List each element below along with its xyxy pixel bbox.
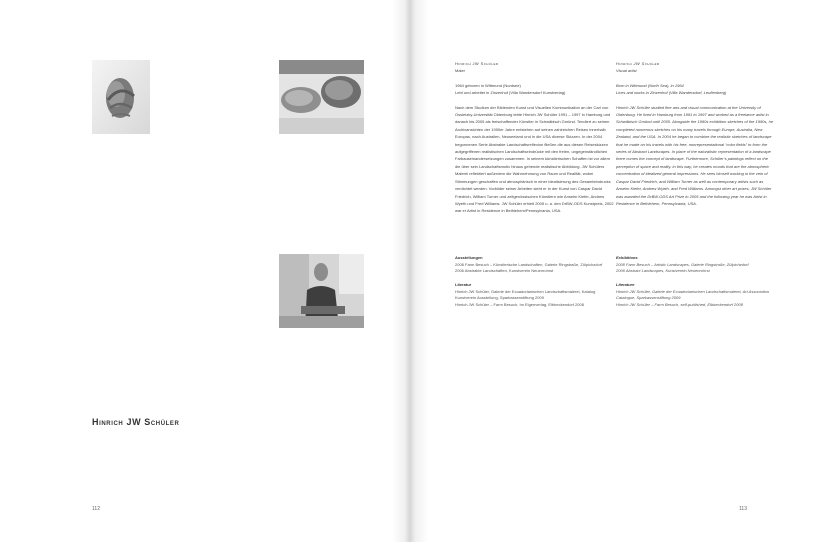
german-text-column: [455, 60, 615, 222]
exhibitions-heading-en: Exhibitions: [616, 255, 638, 260]
literature-item-en: Hinrich JW Schüler, Galerie der Ecuadorianischen Landschaftsmalerei, Art Association Catalogue, Sparkassenstiftung 2009: [616, 289, 770, 301]
artist-role-de: Maler: [455, 68, 466, 74]
lives-en: Lives and works in Zinzenhof (Villa Wandersdorf, Leuftenberg): [616, 90, 727, 96]
exhibitions-heading-de: Ausstellungen: [455, 255, 483, 260]
exhibitions-en: [616, 255, 776, 275]
photo-stones: [279, 60, 364, 134]
bio-en: Hinrich JW Schüler studied fine arts and visual communication at the University of Oldenburg. He lived in Hamburg from 1991 to 1997 and worked as a freelance artist in Schwäbisch Gmünd until 2005. Alongside the 1990s exhibition sketches of the 1990s, he completed numerous sketches on his many travels through Europe, Australia, New Zealand, and the USA. In 2004 he began to combine the realistic sketches of landscape that he made on his travels with his free, nonrepresentational “color fields” to form the series of Abstract Landscapes. In place of the naturalistic representation of a landscape there comes the concept of landscape. Furthermore, Schüler’s paintings reflect on the perception of space and reality. In this way, he creates moods that are the atmospheric concentration of idealized general impressions. He sees himself working in the vein of Caspar David Friedrich, and William Turner as well as contemporary artists such as Anselm Kiefer, Andrew Wyeth, and Fred Williams. Amongst other art prizes, JW Schüler was awarded the DrBW-ODS Art Prize in 2005 and the following year he was Artist in Residence in Bethlehem, Pennsylvania, USA.: [616, 104, 774, 206]
page-number-left: 112: [92, 506, 100, 512]
literature-de: [455, 282, 615, 308]
photo-hands: [92, 60, 150, 134]
literature-item-de: Hinrich JW Schüler – Farm Besuch, Im Eigenverlag, Elbbeckendorf 2008: [455, 301, 584, 307]
born-en: Born in Wittmund (North Sea), in 1964: [616, 82, 684, 88]
artist-name-en: Hinrich JW Schüler: [616, 61, 660, 66]
exhibitions-de: [455, 255, 615, 275]
literature-item-de: Hinrich JW Schüler, Galerie der Ecuadorianischen Landschaftsmalerei, Katalog Kunstverein Ausstellung, Sparkassenstiftung 2009: [455, 289, 596, 301]
lives-de: Lebt und arbeitet in Zinzenhof (Villa Wandersdorf Kunstverlag): [455, 90, 566, 96]
photo-artist-portrait: [279, 254, 364, 328]
literature-item-en: Hinrich JW Schüler – Farm Besuch, self-published, Elbbeckendorf 2008: [616, 301, 743, 307]
exhibition-item-de: 2008 Farm Besuch – Künstlerische Landschaften, Galerie Ringstraße, Zülpichzdorf: [455, 262, 603, 268]
artist-role-en: Visual artist: [616, 68, 637, 74]
literature-heading-de: Literatur: [455, 282, 472, 287]
born-de: 1964 geboren in Wittmund (Nordsee): [455, 82, 521, 88]
bio-de: Nach dem Studium der Bildenden Kunst und Visuellen Kommunikation an der Carl von Ossietzky-Universität Oldenburg lebte Hinrich JW Schüler 1991 – 1997 in Hamburg und danach bis 2005 als freischaffender Künstler in Schwäbisch Gmünd. Tendiert zu seinen Archivansichten der 1990er Jahre entstehen auf seinen zahlreichen Reisen innerhalb Europas, nach Australien, Neuseeland und in die USA diverse Skizzen. In der 2004 begonnenen Serie Abstrakte Landschaftsreflexion fließen die aus diesen Reiseskizzen aufgegriffenen realistischen Landschaftseindrücke mit den freien, ungegenständlichen Farbauseinandersetzungen zusammen. In seinem künstlerischen Schaffen ist vor allem die über sein Landschaftsmotiv hinaus gehende realistische Abbildung. JW Schülers Malerei reflektiert außerdem die Wahrnehmung von Raum und Realität, wobei Stimmungen geschaffen und atmosphärisch in einer idealisierung des Gesamteindrucks verdichtet werden. Vorbilder seiner Arbeiten sieht er in der Kunst von Caspar David Friedrich, William Turner und zeitgenössischen Künstlern wie Anselm Kiefer, Andrew Wyeth und Fred Williams. JW Schüler erhielt 2005 u. a. den DrBW-ODS Kunstpreis, 2002 war er Artist in Residence in Bethlehem/Pennsylvania, USA.: [455, 104, 614, 214]
exhibition-item-de: 2006 Abstrakte Landschaften, Kunstverein Neuenrohrst: [455, 268, 554, 274]
english-text-column: [616, 60, 776, 214]
artist-title: Hinrich JW Schüler: [92, 417, 180, 427]
literature-en: [616, 282, 776, 308]
exhibition-item-en: 2006 Abstract Landscapes, Kunstverein Neuenrohrst: [616, 268, 710, 274]
exhibition-item-en: 2008 Farm Besuch – Artistic Landscapes, Galerie Ringstraße, Zülpichzdorf: [616, 262, 749, 268]
literature-heading-en: Literature: [616, 282, 635, 287]
book-gutter-shadow: [392, 0, 428, 542]
page-number-right: 113: [739, 506, 747, 512]
artist-name-de: Hinrich JW Schüler: [455, 61, 499, 66]
